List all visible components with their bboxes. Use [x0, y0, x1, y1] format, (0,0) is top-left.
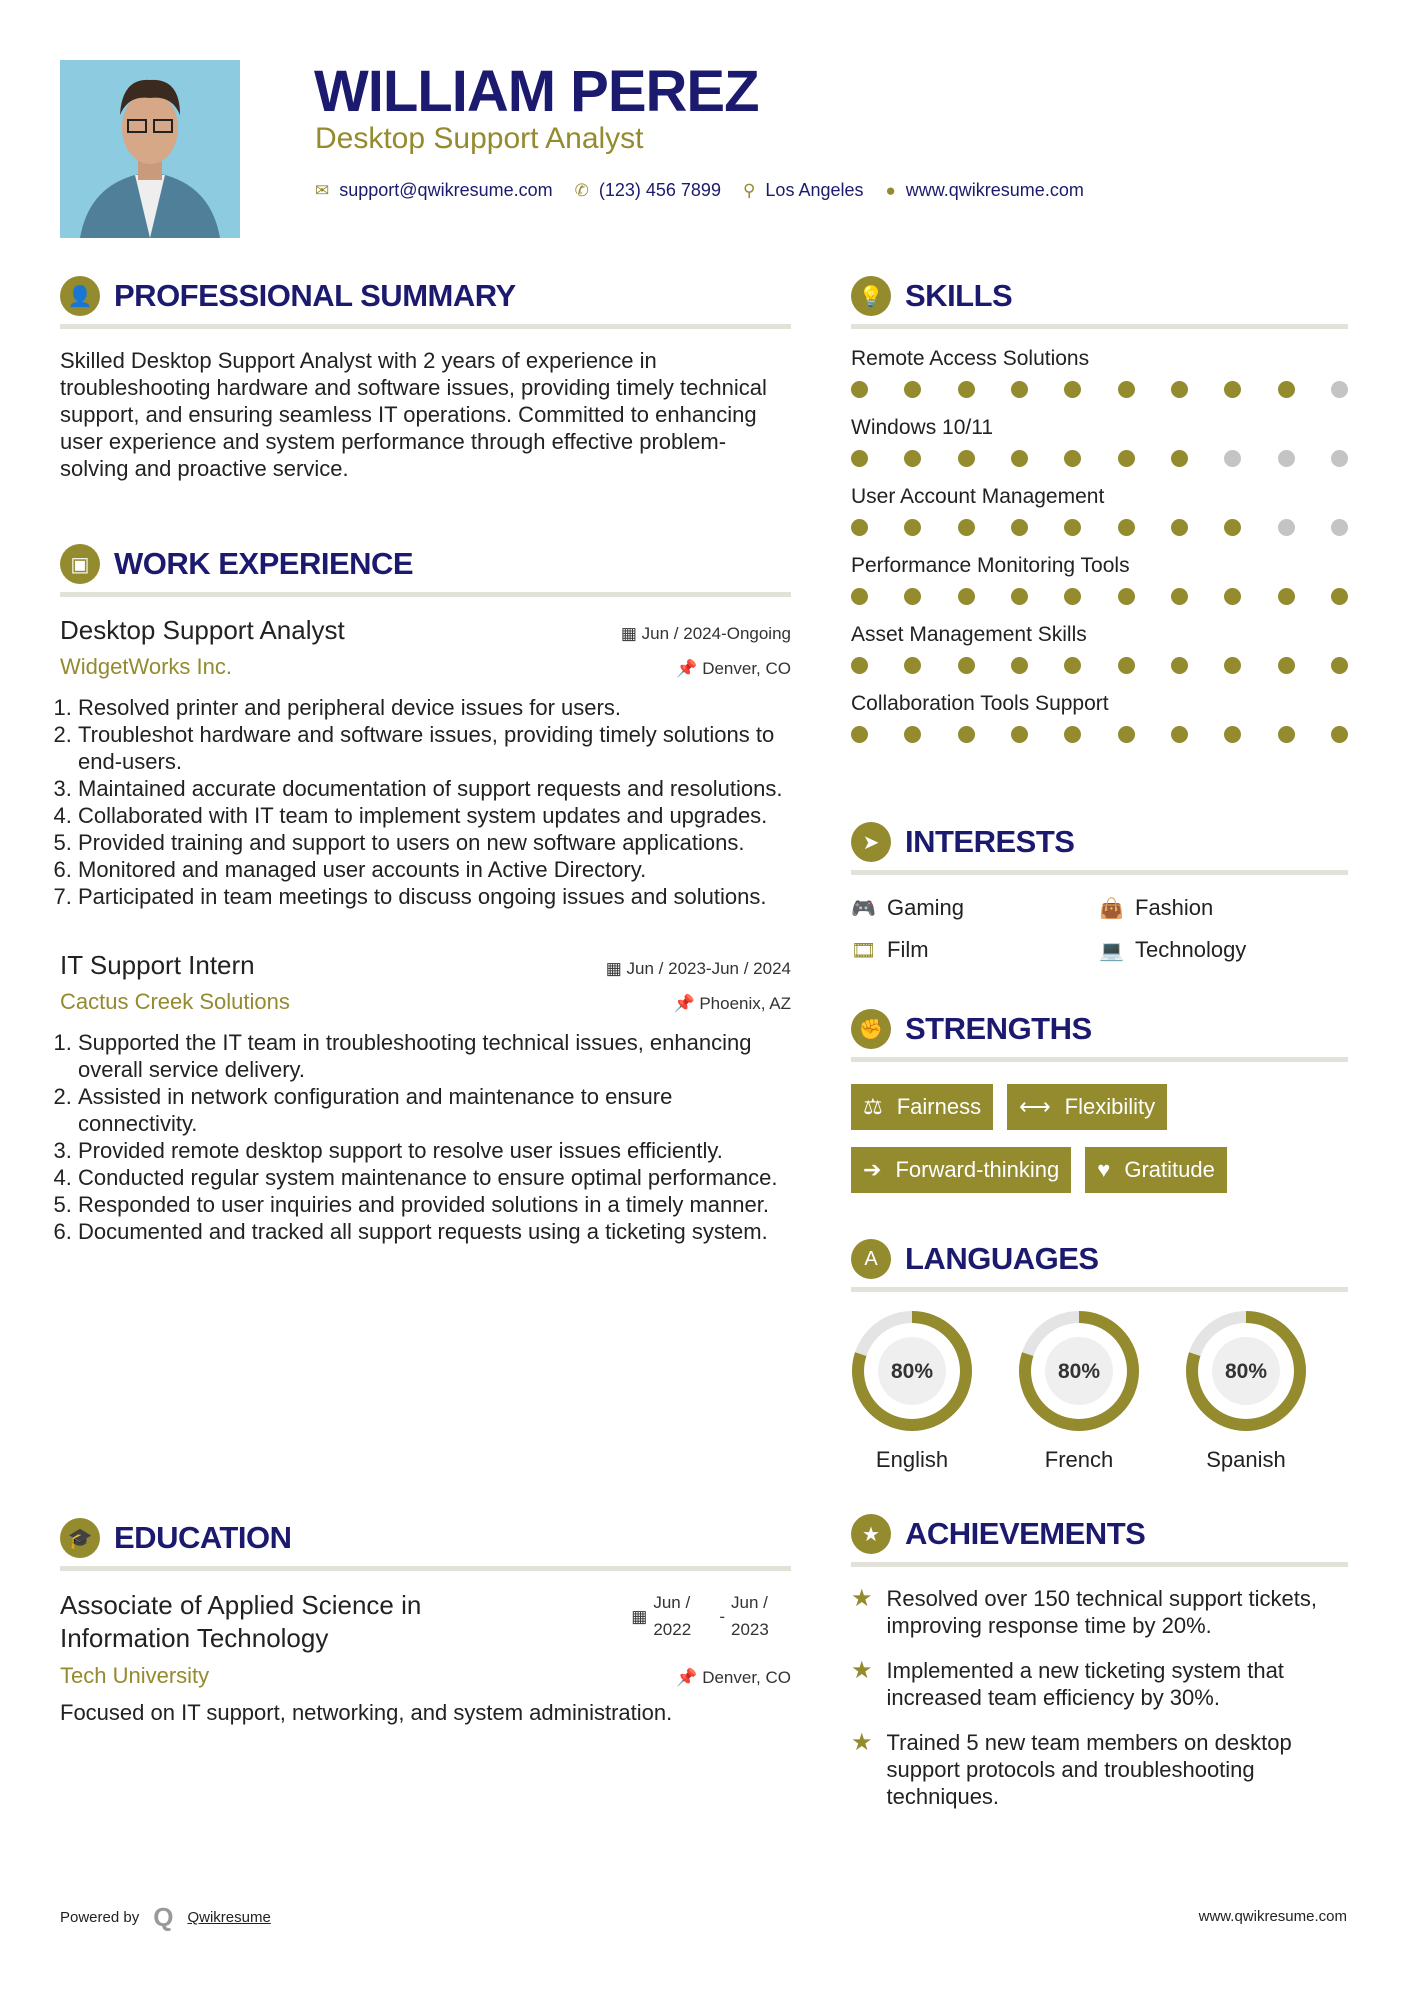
- skill-label: Performance Monitoring Tools: [851, 554, 1130, 577]
- achievement-text: Resolved over 150 technical support tickets, improving response time by 20%.: [886, 1586, 1317, 1638]
- rating-dot-filled: [1224, 726, 1241, 743]
- globe-icon: ●: [885, 180, 896, 200]
- rating-dot-filled: [1171, 588, 1188, 605]
- bullet: 4. Collaborated with IT team to implement system updates and upgrades.: [78, 802, 791, 829]
- calendar-icon: ▦: [605, 959, 627, 978]
- language-donut: [1018, 1310, 1140, 1432]
- lightbulb-icon: 💡: [851, 276, 891, 316]
- rating-dot-filled: [851, 381, 868, 398]
- rating-dot-filled: [1011, 519, 1028, 536]
- edu-description: Focused on IT support, networking, and system administration.: [60, 1700, 673, 1725]
- rating-dot-filled: [851, 657, 868, 674]
- section-title: STRENGTHS: [905, 1011, 1092, 1046]
- bullet: 3. Maintained accurate documentation of support requests and resolutions.: [78, 775, 791, 802]
- rating-dot-filled: [904, 381, 921, 398]
- rating-dot-filled: [1224, 519, 1241, 536]
- star-icon: ★: [851, 1657, 873, 1684]
- rating-dot-filled: [1064, 450, 1081, 467]
- job-header: [60, 615, 791, 646]
- achievement-text: Trained 5 new team members on desktop support protocols and troubleshooting techniques.: [886, 1730, 1292, 1809]
- job-entry: [60, 950, 791, 1245]
- bullet: 5. Responded to user inquiries and provided solutions in a timely manner.: [78, 1191, 791, 1218]
- interest-item: [851, 895, 1099, 921]
- section-title: WORK EXPERIENCE: [114, 546, 414, 581]
- phone-text: (123) 456 7899: [598, 180, 721, 200]
- skills-section: [851, 276, 1348, 743]
- rating-dot-empty: [1224, 450, 1241, 467]
- language-label: French: [1044, 1447, 1114, 1472]
- job-dates: Jun / 2024-Ongoing: [641, 624, 791, 643]
- user-icon: 👤: [60, 276, 100, 316]
- section-title: ACHIEVEMENTS: [905, 1516, 1146, 1551]
- strength-label: Forward-thinking: [895, 1157, 1060, 1182]
- section-title: SKILLS: [905, 278, 1013, 313]
- company-name: WidgetWorks Inc.: [60, 654, 232, 679]
- rating-dot-filled: [1278, 657, 1295, 674]
- rating-dot-filled: [1011, 588, 1028, 605]
- strength-label: Fairness: [896, 1094, 982, 1119]
- rating-dot-filled: [1118, 657, 1135, 674]
- interest-label: Technology: [1135, 937, 1247, 962]
- rating-dot-filled: [1171, 657, 1188, 674]
- language-donut: [851, 1310, 973, 1432]
- job-entry: [60, 615, 791, 910]
- location-text: Los Angeles: [765, 180, 864, 200]
- job-title: IT Support Intern: [60, 950, 255, 980]
- skill-rating: [851, 450, 1348, 467]
- rating-dot-empty: [1278, 450, 1295, 467]
- rating-dot-empty: [1331, 519, 1348, 536]
- achievement-text: Implemented a new ticketing system that increased team efficiency by 30%.: [886, 1658, 1284, 1710]
- gamepad-icon: 🎮: [851, 897, 876, 920]
- rating-dot-filled: [1064, 381, 1081, 398]
- bullet: 4. Conducted regular system maintenance to ensure optimal performance.: [78, 1164, 791, 1191]
- rating-dot-empty: [1331, 381, 1348, 398]
- achievements-section: [851, 1514, 1348, 1810]
- job-location: Denver, CO: [702, 659, 791, 678]
- profile-photo: [60, 60, 240, 238]
- summary-text: Skilled Desktop Support Analyst with 2 years of experience in troubleshooting hardware and software issues, providing timely technical support, and ensuring seamless IT operations. Committed to enhancing user experience and system performance through effective problem-solving and proactive service.: [60, 348, 767, 481]
- interest-item: [1099, 895, 1347, 921]
- strength-badge: [851, 1147, 1071, 1193]
- rating-dot-filled: [1224, 657, 1241, 674]
- rating-dot-filled: [1331, 588, 1348, 605]
- skill-label: Collaboration Tools Support: [851, 692, 1109, 715]
- pin-icon: 📌: [676, 1668, 698, 1687]
- rating-dot-filled: [1064, 588, 1081, 605]
- pin-icon: 📌: [676, 659, 703, 678]
- rating-dot-filled: [1011, 381, 1028, 398]
- rating-dot-filled: [1224, 588, 1241, 605]
- rating-dot-filled: [904, 657, 921, 674]
- skill-rating: [851, 381, 1348, 398]
- footer-powered: [60, 1902, 271, 1933]
- rating-dot-filled: [904, 588, 921, 605]
- rating-dot-filled: [958, 450, 975, 467]
- rating-dot-filled: [958, 588, 975, 605]
- job-dates-wrap: [621, 624, 791, 644]
- achievement-item: [851, 1729, 1348, 1810]
- scale-icon: ⚖: [863, 1094, 883, 1119]
- job-subheader: [60, 646, 791, 680]
- calendar-icon: ▦: [631, 1606, 648, 1626]
- map-pin-icon: ⚲: [742, 180, 756, 200]
- rating-dot-empty: [1278, 519, 1295, 536]
- rating-dot-filled: [1011, 657, 1028, 674]
- job-location: Phoenix, AZ: [699, 994, 791, 1013]
- footer-site[interactable]: www.qwikresume.com: [1198, 1908, 1347, 1925]
- bullet: 3. Provided remote desktop support to resolve user issues efficiently.: [78, 1137, 791, 1164]
- school-name: Tech University: [60, 1663, 210, 1688]
- skill-label: Asset Management Skills: [851, 623, 1087, 646]
- job-dates: Jun / 2023-Jun / 2024: [626, 959, 791, 978]
- strength-badge: [1007, 1084, 1167, 1130]
- star-badge-icon: ★: [851, 1514, 891, 1554]
- language-label: Spanish: [1206, 1447, 1286, 1472]
- rating-dot-filled: [1278, 588, 1295, 605]
- experience-section: [60, 544, 791, 1245]
- rating-dot-filled: [958, 726, 975, 743]
- calendar-icon: ▦: [620, 624, 642, 643]
- contact-bar: [315, 180, 1084, 201]
- qwikresume-logo-icon: Q: [153, 1902, 174, 1932]
- interest-label: Fashion: [1135, 895, 1214, 920]
- bullet: 1. Supported the IT team in troubleshooting technical issues, enhancing overall service delivery.: [78, 1029, 791, 1083]
- interest-label: Film: [887, 937, 929, 962]
- brand-link[interactable]: Qwikresume: [187, 1909, 271, 1926]
- briefcase-icon: ▣: [60, 544, 100, 584]
- rating-dot-filled: [1118, 726, 1135, 743]
- translate-icon: A: [851, 1239, 891, 1279]
- strength-label: Gratitude: [1124, 1157, 1215, 1182]
- rating-dot-filled: [851, 588, 868, 605]
- education-section: 🎓 EDUCATION Associate of Applied Science in Information Technology ▦ Jun / 2022 - Jun / 2023 Tech University 📌 Denver, CO Focused on IT support, networking, and system administration.: [60, 1520, 791, 1725]
- job-subheader: [60, 981, 791, 1015]
- rating-dot-filled: [904, 519, 921, 536]
- interest-item: [1099, 937, 1347, 963]
- skill-rating: [851, 588, 1348, 605]
- rating-dot-filled: [1064, 657, 1081, 674]
- rating-dot-filled: [1331, 657, 1348, 674]
- job-header: [60, 950, 791, 981]
- language-percent: 80%: [1224, 1360, 1268, 1383]
- section-title: PROFESSIONAL SUMMARY: [114, 278, 516, 313]
- bullet: 6. Documented and tracked all support requests using a ticketing system.: [78, 1218, 791, 1245]
- rating-dot-filled: [1064, 519, 1081, 536]
- language-label: English: [875, 1447, 949, 1472]
- rating-dot-filled: [958, 381, 975, 398]
- rating-dot-filled: [1064, 726, 1081, 743]
- interests-section: [851, 822, 1348, 963]
- skill-rating: [851, 519, 1348, 536]
- edu-end: Jun / 2023: [731, 1593, 769, 1639]
- website-link[interactable]: www.qwikresume.com: [905, 180, 1084, 200]
- interest-label: Gaming: [887, 895, 965, 920]
- powered-label: Powered by: [60, 1909, 140, 1926]
- graduate-icon: 🎓: [60, 1518, 100, 1558]
- strength-badge: [851, 1084, 993, 1130]
- bullet: 5. Provided training and support to users on new software applications.: [78, 829, 791, 856]
- arrow-right-icon: ➔: [863, 1157, 882, 1182]
- languages-section: [851, 1239, 1348, 1473]
- bag-icon: 👜: [1099, 897, 1124, 920]
- strengths-section: [851, 1009, 1348, 1193]
- job-dates-wrap: [606, 959, 791, 979]
- bullet: 7. Participated in team meetings to discuss ongoing issues and solutions.: [78, 883, 791, 910]
- phone-icon: ✆: [574, 180, 589, 200]
- laptop-icon: 💻: [1099, 939, 1124, 962]
- bullet: 1. Resolved printer and peripheral device issues for users.: [78, 694, 791, 721]
- skill-rating: [851, 657, 1348, 674]
- rating-dot-filled: [904, 726, 921, 743]
- section-title: LANGUAGES: [905, 1241, 1099, 1276]
- job-bullets: [60, 694, 791, 910]
- bullet: 2. Troubleshot hardware and software issues, providing timely solutions to end-users.: [78, 721, 791, 775]
- bullet: 6. Monitored and managed user accounts in Active Directory.: [78, 856, 791, 883]
- rating-dot-filled: [1011, 450, 1028, 467]
- rating-dot-filled: [1171, 381, 1188, 398]
- strength-badge: [1085, 1147, 1227, 1193]
- job-bullets: [60, 1029, 791, 1245]
- skill-label: Windows 10/11: [851, 416, 994, 439]
- rating-dot-filled: [1171, 726, 1188, 743]
- rating-dot-filled: [851, 726, 868, 743]
- rating-dot-filled: [1171, 519, 1188, 536]
- rating-dot-filled: [958, 519, 975, 536]
- envelope-icon: ✉: [315, 180, 330, 200]
- fist-icon: ✊: [851, 1009, 891, 1049]
- rating-dot-filled: [1118, 381, 1135, 398]
- language-percent: 80%: [1057, 1360, 1101, 1383]
- summary-section: [60, 276, 791, 482]
- achievement-item: [851, 1657, 1348, 1711]
- rating-dot-filled: [851, 519, 868, 536]
- heart-icon: ♥: [1097, 1157, 1111, 1182]
- job-title: Desktop Support Analyst: [60, 615, 345, 645]
- rating-dot-filled: [1118, 519, 1135, 536]
- bullet: 2. Assisted in network configuration and maintenance to ensure connectivity.: [78, 1083, 791, 1137]
- job-location-wrap: [676, 659, 791, 679]
- achievement-item: [851, 1585, 1348, 1639]
- arrows-icon: ⟷: [1019, 1094, 1051, 1119]
- interest-item: [851, 937, 1099, 963]
- rating-dot-filled: [1011, 726, 1028, 743]
- pin-icon: 📌: [673, 994, 700, 1013]
- skill-rating: [851, 726, 1348, 743]
- section-title: EDUCATION: [114, 1520, 292, 1555]
- candidate-name: WILLIAM PEREZ: [314, 59, 759, 124]
- language-donut: [1185, 1310, 1307, 1432]
- language-percent: 80%: [890, 1360, 934, 1383]
- section-title: INTERESTS: [905, 824, 1075, 859]
- language-item: [1185, 1310, 1307, 1473]
- rating-dot-filled: [958, 657, 975, 674]
- star-icon: ★: [851, 1729, 873, 1756]
- skill-label: Remote Access Solutions: [851, 347, 1090, 370]
- rating-dot-filled: [1331, 726, 1348, 743]
- rating-dot-filled: [904, 450, 921, 467]
- rating-dot-filled: [1278, 726, 1295, 743]
- rating-dot-filled: [1171, 450, 1188, 467]
- rating-dot-empty: [1331, 450, 1348, 467]
- company-name: Cactus Creek Solutions: [60, 989, 290, 1014]
- rating-dot-filled: [1118, 450, 1135, 467]
- language-item: [851, 1310, 973, 1473]
- star-icon: ★: [851, 1585, 873, 1612]
- film-icon: 🎞: [851, 939, 877, 962]
- rating-dot-filled: [851, 450, 868, 467]
- degree-title: Associate of Applied Science in Information Technology: [60, 1590, 422, 1653]
- paper-plane-icon: ➤: [851, 822, 891, 862]
- job-location-wrap: [673, 994, 791, 1014]
- skill-label: User Account Management: [851, 485, 1105, 508]
- rating-dot-filled: [1224, 381, 1241, 398]
- edu-start: Jun / 2022: [653, 1593, 692, 1639]
- rating-dot-filled: [1278, 381, 1295, 398]
- strength-label: Flexibility: [1064, 1094, 1156, 1119]
- edu-location: Denver, CO: [702, 1668, 791, 1687]
- language-item: [1018, 1310, 1140, 1473]
- email-link[interactable]: support@qwikresume.com: [339, 180, 553, 200]
- candidate-title: Desktop Support Analyst: [315, 122, 644, 155]
- rating-dot-filled: [1118, 588, 1135, 605]
